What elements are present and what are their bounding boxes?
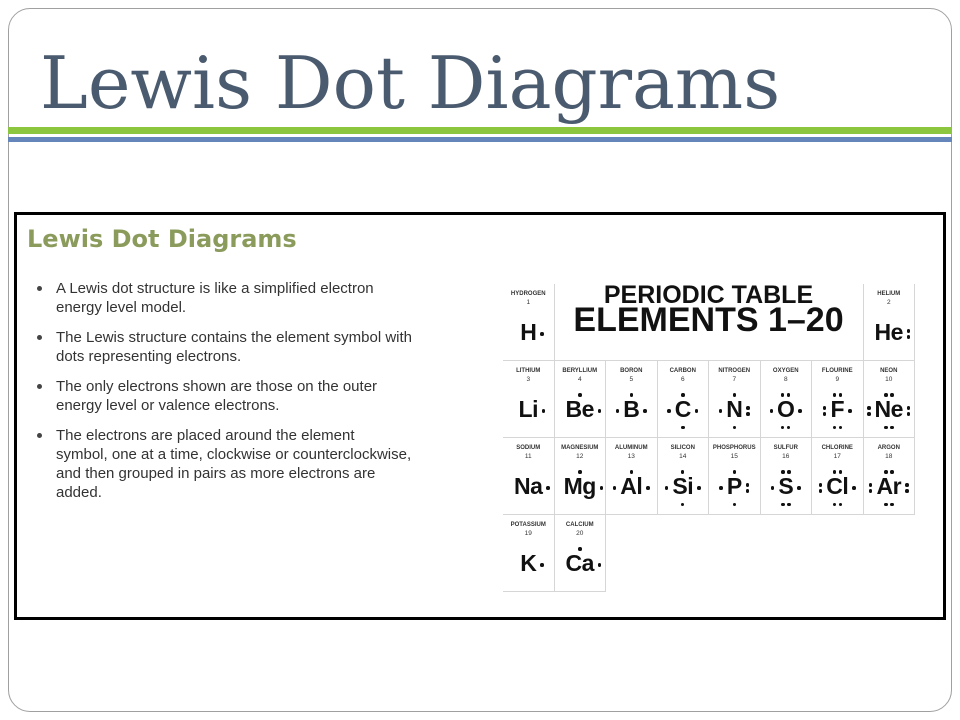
electron-dot-right (598, 563, 602, 567)
element-cell-neon (864, 361, 916, 438)
electron-dot-bottom (681, 426, 685, 430)
electron-dot-right (907, 406, 911, 410)
element-lewis-structure (555, 473, 606, 499)
element-lewis-structure (864, 396, 915, 422)
element-number: 15 (730, 453, 738, 460)
element-number: 5 (629, 376, 634, 383)
electron-dot-right (905, 483, 909, 487)
element-lewis-structure (503, 550, 554, 576)
electron-dot-bottom (733, 426, 737, 430)
element-symbol: P (726, 473, 742, 499)
element-name: SILICON (670, 445, 695, 451)
electron-dot-right (540, 332, 544, 336)
element-lewis-structure (503, 319, 554, 345)
element-symbol-group (518, 396, 538, 422)
element-cell-helium (864, 284, 916, 361)
electron-dot-top (578, 547, 582, 551)
bullet-item (38, 279, 483, 317)
element-number: 17 (833, 453, 841, 460)
element-symbol: Mg (563, 473, 596, 499)
electron-dot-left (823, 412, 827, 416)
element-cell-aluminum (606, 438, 658, 515)
element-symbol: Cl (826, 473, 849, 499)
element-number: 9 (835, 376, 840, 383)
element-name: LITHIUM (516, 368, 541, 374)
element-symbol: S (778, 473, 794, 499)
bullet-list (38, 279, 483, 513)
electron-dot-left (823, 406, 827, 410)
element-lewis-structure (864, 473, 915, 499)
bullet-line: dots representing electrons. (56, 348, 242, 365)
element-number: 4 (577, 376, 582, 383)
electron-dot-right (905, 489, 909, 493)
element-symbol: K (520, 550, 537, 576)
element-symbol-group (777, 396, 795, 422)
electron-dot-top (578, 393, 582, 397)
element-symbol-group (623, 396, 640, 422)
element-symbol-group (565, 396, 594, 422)
element-number: 16 (782, 453, 790, 460)
element-symbol: B (623, 396, 640, 422)
electron-dot-top (578, 470, 582, 474)
element-number: 6 (680, 376, 685, 383)
element-name: HYDROGEN (510, 291, 546, 297)
electron-dot-left (771, 486, 775, 490)
element-number: 7 (732, 376, 737, 383)
element-lewis-structure (658, 396, 709, 422)
element-cell-magnesium (555, 438, 607, 515)
element-symbol: Ne (874, 396, 903, 422)
element-name: CHLORINE (821, 445, 853, 451)
element-lewis-structure (709, 396, 760, 422)
bullet-item (38, 328, 483, 366)
bullet-line: added. (56, 484, 102, 501)
electron-dot-right (797, 486, 801, 490)
element-cell-hydrogen (503, 284, 555, 361)
element-lewis-structure (761, 396, 812, 422)
electron-dot-top (833, 393, 837, 397)
bullet-dot-icon (37, 433, 42, 438)
electron-dot-top (839, 393, 843, 397)
element-name: PHOSPHORUS (712, 445, 756, 451)
element-symbol: H (520, 319, 537, 345)
element-cell-chlorine (812, 438, 864, 515)
electron-dot-bottom (733, 503, 737, 507)
element-lewis-structure (812, 473, 863, 499)
element-cell-sulfur (761, 438, 813, 515)
bullet-dot-icon (37, 335, 42, 340)
electron-dot-left (719, 486, 723, 490)
electron-dot-right (540, 563, 544, 567)
electron-dot-top (787, 470, 791, 474)
bullet-item (38, 377, 483, 415)
element-name: HELIUM (877, 291, 901, 297)
electron-dot-left (719, 409, 723, 413)
electron-dot-top (884, 470, 888, 474)
element-name: BORON (620, 368, 643, 374)
electron-dot-left (665, 486, 669, 490)
electron-dot-bottom (884, 503, 888, 507)
electron-dot-bottom (839, 503, 843, 507)
electron-dot-top (781, 470, 785, 474)
electron-dot-left (819, 483, 823, 487)
electron-dot-right (697, 486, 701, 490)
title-underline-blue (8, 137, 952, 142)
element-symbol: Ar (876, 473, 902, 499)
element-symbol: O (777, 396, 795, 422)
electron-dot-bottom (681, 503, 685, 507)
element-symbol-group (674, 396, 691, 422)
electron-dot-top (733, 470, 737, 474)
bullet-line: energy level or valence electrons. (56, 397, 280, 414)
element-symbol: Ca (565, 550, 594, 576)
electron-dot-right (643, 409, 647, 413)
element-cell-silicon (658, 438, 710, 515)
element-lewis-structure (709, 473, 760, 499)
element-symbol: Si (672, 473, 694, 499)
element-name: FLOURINE (821, 368, 853, 374)
electron-dot-left (770, 409, 774, 413)
electron-dot-top (681, 393, 685, 397)
element-lewis-structure (555, 396, 606, 422)
electron-dot-bottom (833, 503, 837, 507)
element-name: MAGNESIUM (561, 445, 599, 451)
element-name: ALUMINUM (614, 445, 648, 451)
element-name: ARGON (877, 445, 900, 451)
electron-dot-top (733, 393, 737, 397)
bullet-item (38, 426, 483, 502)
element-number: 19 (524, 530, 532, 537)
electron-dot-bottom (781, 426, 785, 430)
bullet-line: symbol, one at a time, clockwise or counterclockwise, (56, 446, 412, 463)
slide-title: Lewis Dot Diagrams (40, 41, 781, 125)
electron-dot-right (746, 406, 750, 410)
element-symbol-group (726, 473, 742, 499)
periodic-table-header (555, 281, 864, 361)
element-number: 8 (783, 376, 788, 383)
element-number: 1 (526, 299, 531, 306)
electron-dot-right (598, 409, 602, 413)
element-number: 10 (885, 376, 893, 383)
electron-dot-top (630, 393, 634, 397)
electron-dot-top (630, 470, 634, 474)
bullet-dot-icon (37, 286, 42, 291)
embedded-slide-image (14, 212, 946, 620)
electron-dot-left (867, 406, 871, 410)
element-symbol-group (620, 473, 643, 499)
element-lewis-structure (503, 473, 554, 499)
element-symbol-group (520, 550, 537, 576)
element-lewis-structure (555, 550, 606, 576)
element-cell-calcium (555, 515, 607, 592)
electron-dot-right (646, 486, 650, 490)
image-heading: Lewis Dot Diagrams (27, 225, 297, 253)
electron-dot-left (869, 483, 873, 487)
bullet-line: The electrons are placed around the element (56, 427, 355, 444)
element-cell-carbon (658, 361, 710, 438)
electron-dot-left (869, 489, 873, 493)
element-name: CALCIUM (565, 522, 594, 528)
element-number: 11 (524, 453, 532, 460)
element-symbol-group (876, 473, 902, 499)
element-name: POTASSIUM (510, 522, 546, 528)
periodic-table-subtitle: ELEMENTS 1–20 (573, 301, 844, 339)
element-cell-flourine (812, 361, 864, 438)
element-lewis-structure (864, 319, 915, 345)
element-lewis-structure (812, 396, 863, 422)
element-symbol: He (874, 319, 903, 345)
electron-dot-bottom (890, 426, 894, 430)
element-name: SULFUR (773, 445, 798, 451)
element-number: 13 (627, 453, 635, 460)
electron-dot-right (907, 335, 911, 339)
element-symbol-group (563, 473, 596, 499)
electron-dot-right (695, 409, 699, 413)
element-cell-potassium (503, 515, 555, 592)
electron-dot-right (852, 486, 856, 490)
element-symbol: Al (620, 473, 643, 499)
element-name: NITROGEN (718, 368, 751, 374)
element-number: 18 (885, 453, 893, 460)
electron-dot-left (667, 409, 671, 413)
element-name: SODIUM (516, 445, 541, 451)
electron-dot-right (746, 483, 750, 487)
electron-dot-right (907, 329, 911, 333)
bullet-line: energy level model. (56, 299, 187, 316)
periodic-table (503, 281, 915, 592)
element-symbol-group (514, 473, 543, 499)
electron-dot-top (890, 393, 894, 397)
element-symbol-group (826, 473, 849, 499)
title-underline-green (8, 127, 952, 134)
electron-dot-right (546, 486, 550, 490)
electron-dot-top (890, 470, 894, 474)
element-symbol-group (520, 319, 537, 345)
electron-dot-bottom (781, 503, 785, 507)
element-name: CARBON (669, 368, 696, 374)
element-number: 14 (679, 453, 687, 460)
element-symbol: N (726, 396, 743, 422)
element-symbol-group (830, 396, 845, 422)
bullet-line: A Lewis dot structure is like a simplified electron (56, 280, 374, 297)
electron-dot-top (833, 470, 837, 474)
electron-dot-left (867, 412, 871, 416)
electron-dot-top (884, 393, 888, 397)
element-cell-beryllium (555, 361, 607, 438)
element-symbol-group (874, 396, 903, 422)
element-lewis-structure (761, 473, 812, 499)
electron-dot-right (746, 489, 750, 493)
element-symbol: Na (514, 473, 543, 499)
element-cell-oxygen (761, 361, 813, 438)
element-symbol: Be (565, 396, 594, 422)
element-name: BERYLLIUM (562, 368, 598, 374)
electron-dot-bottom (839, 426, 843, 430)
element-lewis-structure (658, 473, 709, 499)
element-cell-boron (606, 361, 658, 438)
element-symbol-group (672, 473, 694, 499)
element-symbol-group (778, 473, 794, 499)
element-symbol: C (674, 396, 691, 422)
electron-dot-bottom (890, 503, 894, 507)
element-symbol: Li (518, 396, 538, 422)
electron-dot-right (600, 486, 604, 490)
electron-dot-top (839, 470, 843, 474)
element-cell-argon (864, 438, 916, 515)
element-symbol: F (830, 396, 845, 422)
electron-dot-bottom (787, 503, 791, 507)
element-number: 2 (886, 299, 891, 306)
bullet-line: and then grouped in pairs as more electrons are (56, 465, 376, 482)
element-name: NEON (880, 368, 898, 374)
electron-dot-right (848, 409, 852, 413)
element-lewis-structure (503, 396, 554, 422)
element-cell-nitrogen (709, 361, 761, 438)
element-cell-lithium (503, 361, 555, 438)
element-name: OXYGEN (772, 368, 799, 374)
electron-dot-right (746, 412, 750, 416)
electron-dot-right (798, 409, 802, 413)
element-lewis-structure (606, 396, 657, 422)
electron-dot-left (613, 486, 617, 490)
periodic-table-title: PERIODIC TABLE (603, 281, 814, 309)
electron-dot-right (542, 409, 546, 413)
element-lewis-structure (606, 473, 657, 499)
element-number: 12 (576, 453, 584, 460)
element-cell-phosphorus (709, 438, 761, 515)
electron-dot-bottom (884, 426, 888, 430)
element-symbol-group (874, 319, 903, 345)
element-number: 3 (526, 376, 531, 383)
electron-dot-bottom (787, 426, 791, 430)
electron-dot-left (819, 489, 823, 493)
element-symbol-group (726, 396, 743, 422)
electron-dot-right (907, 412, 911, 416)
electron-dot-left (616, 409, 620, 413)
electron-dot-bottom (833, 426, 837, 430)
element-symbol-group (565, 550, 594, 576)
element-cell-sodium (503, 438, 555, 515)
bullet-line: The only electrons shown are those on the outer (56, 378, 378, 395)
bullet-dot-icon (37, 384, 42, 389)
element-number: 20 (576, 530, 584, 537)
bullet-line: The Lewis structure contains the element symbol with (56, 329, 412, 346)
